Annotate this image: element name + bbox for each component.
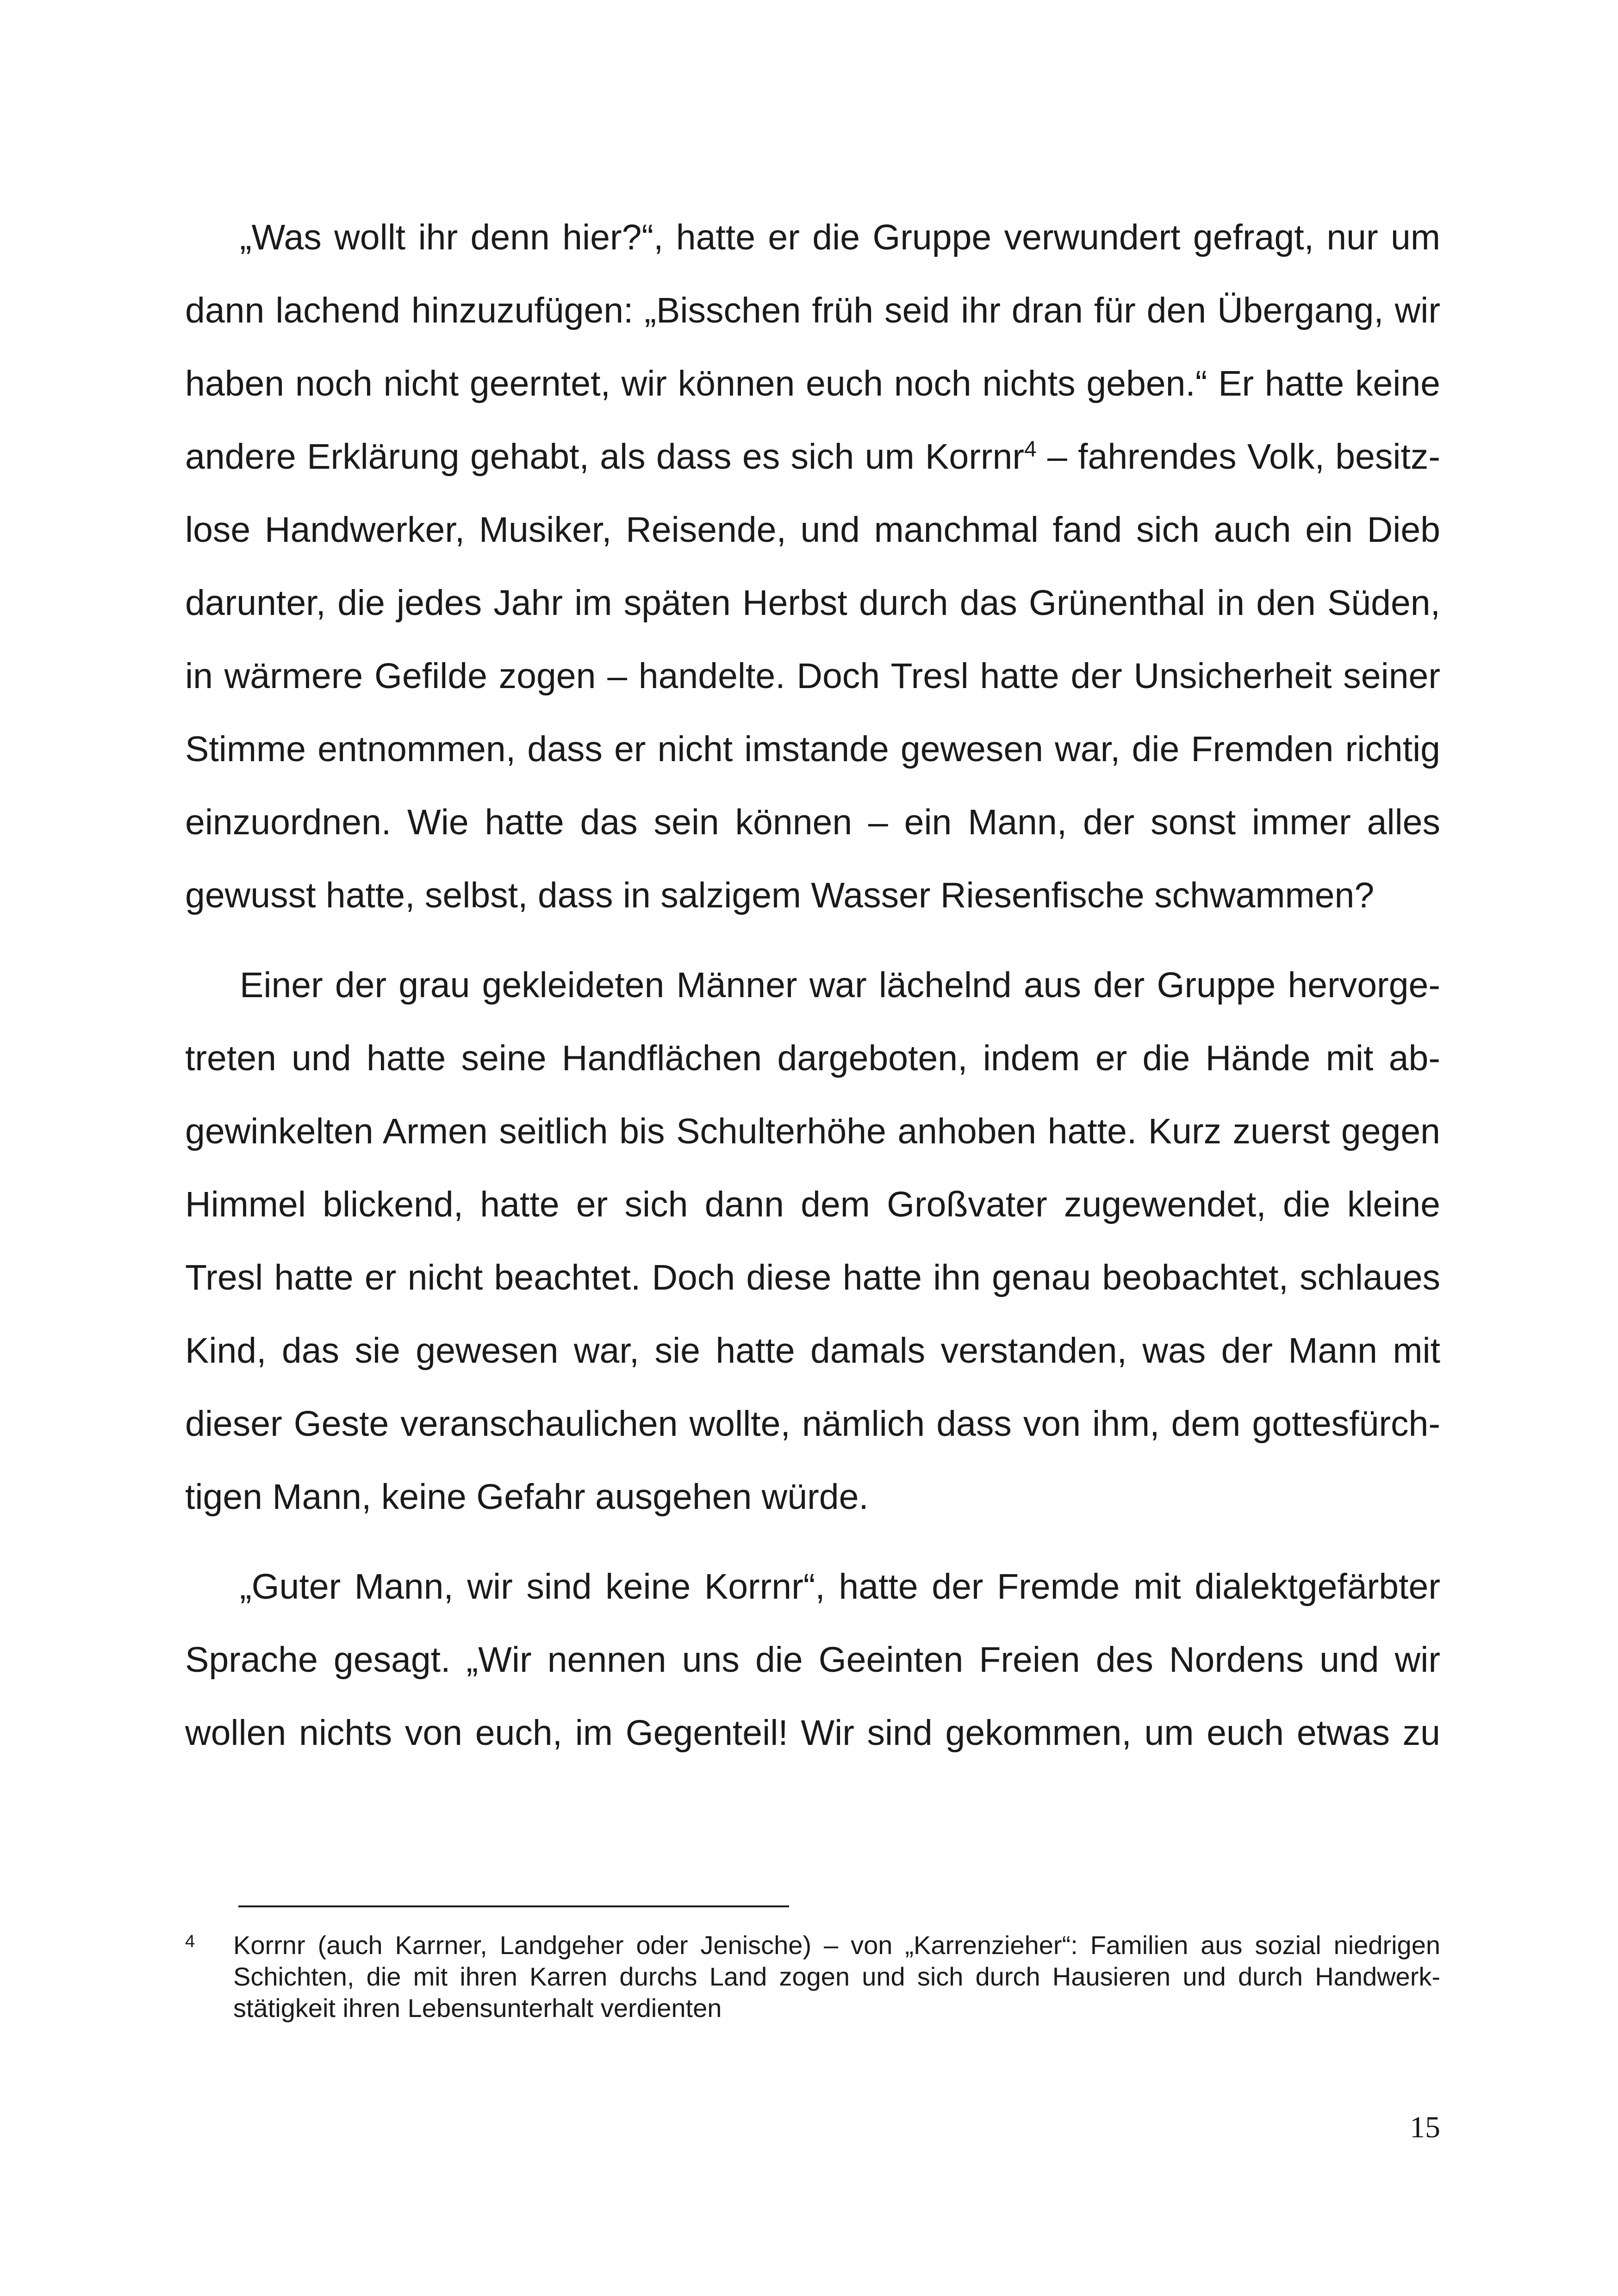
text-line: lose Handwerker, Musiker, Reisende, und manchmal fand sich auch ein Dieb (185, 510, 1440, 550)
text-line: darunter, die jedes Jahr im späten Herbst durch das Grünenthal in den Süden, (185, 583, 1440, 623)
text-line: „Was wollt ihr denn hier?“, hatte er die Gruppe verwundert gefragt, nur um (240, 217, 1440, 257)
text-line: einzuordnen. Wie hatte das sein können – ein Mann, der sonst immer alles (185, 802, 1440, 842)
text-line: tigen Mann, keine Gefahr ausgehen würde. (185, 1477, 869, 1517)
text-line: Stimme entnommen, dass er nicht imstande gewesen war, die Fremden richtig (185, 729, 1440, 769)
text-line: Kind, das sie gewesen war, sie hatte damals verstanden, was der Mann mit (185, 1331, 1440, 1371)
paragraph-1 (185, 201, 1440, 932)
text-line: gewusst hatte, selbst, dass in salzigem Wasser Riesenfische schwammen? (185, 875, 1375, 915)
text-line: Tresl hatte er nicht beachtet. Doch diese hatte ihn genau beobachtet, schlaues (185, 1258, 1440, 1297)
text-line: Sprache gesagt. „Wir nennen uns die Geeinten Freien des Nordens und wir (185, 1640, 1440, 1680)
text-line: gewinkelten Armen seitlich bis Schulterhöhe anhoben hatte. Kurz zuerst gegen (185, 1111, 1440, 1151)
text-line: wollen nichts von euch, im Gegenteil! Wir sind gekommen, um euch etwas zu (185, 1713, 1440, 1753)
footnote-mark: 4 (185, 1932, 195, 1951)
text-line: dann lachend hinzuzufügen: „Bisschen früh seid ihr dran für den Übergang, wir (185, 291, 1440, 330)
footnote-line: Schichten, die mit ihren Karren durchs Land zogen und sich durch Hausieren und durch Handwerk- (233, 1962, 1440, 1991)
page-number: 15 (1410, 2110, 1440, 2144)
footnote-text (233, 1930, 1440, 2024)
text-line-part: – fahrendes Volk, besitz- (1036, 437, 1440, 477)
paragraph-2 (185, 949, 1440, 1533)
text-line-with-footnote-ref (185, 420, 1440, 493)
body-text (185, 201, 1440, 1769)
text-line: in wärmere Gefilde zogen – handelte. Doch Tresl hatte der Unsicherheit seiner (185, 656, 1440, 696)
text-line: Einer der grau gekleideten Männer war lächelnd aus der Gruppe hervorge- (240, 965, 1440, 1005)
text-line: dieser Geste veranschaulichen wollte, nämlich dass von ihm, dem gottesfürch- (185, 1404, 1440, 1444)
footnote-separator (238, 1905, 789, 1907)
text-line: treten und hatte seine Handflächen dargeboten, indem er die Hände mit ab- (185, 1038, 1440, 1078)
text-line-part: andere Erklärung gehabt, als dass es sich um Korrnr (185, 437, 1024, 477)
text-line: haben noch nicht geerntet, wir können euch noch nichts geben.“ Er hatte keine (185, 364, 1440, 403)
text-line: „Guter Mann, wir sind keine Korrnr“, hatte der Fremde mit dialektgefärbter (240, 1567, 1440, 1607)
footnote-line: Korrnr (auch Karrner, Landgeher oder Jenische) – von „Karrenzieher“: Familien aus sozial niedrigen (233, 1930, 1440, 1960)
footnote-reference[interactable]: 4 (1024, 437, 1037, 462)
footnote (185, 1930, 1440, 2024)
footnote-line: stätigkeit ihren Lebensunterhalt verdienten (233, 1993, 722, 2023)
paragraph-3 (185, 1550, 1440, 1769)
text-line: Himmel blickend, hatte er sich dann dem Großvater zugewendet, die kleine (185, 1185, 1440, 1224)
